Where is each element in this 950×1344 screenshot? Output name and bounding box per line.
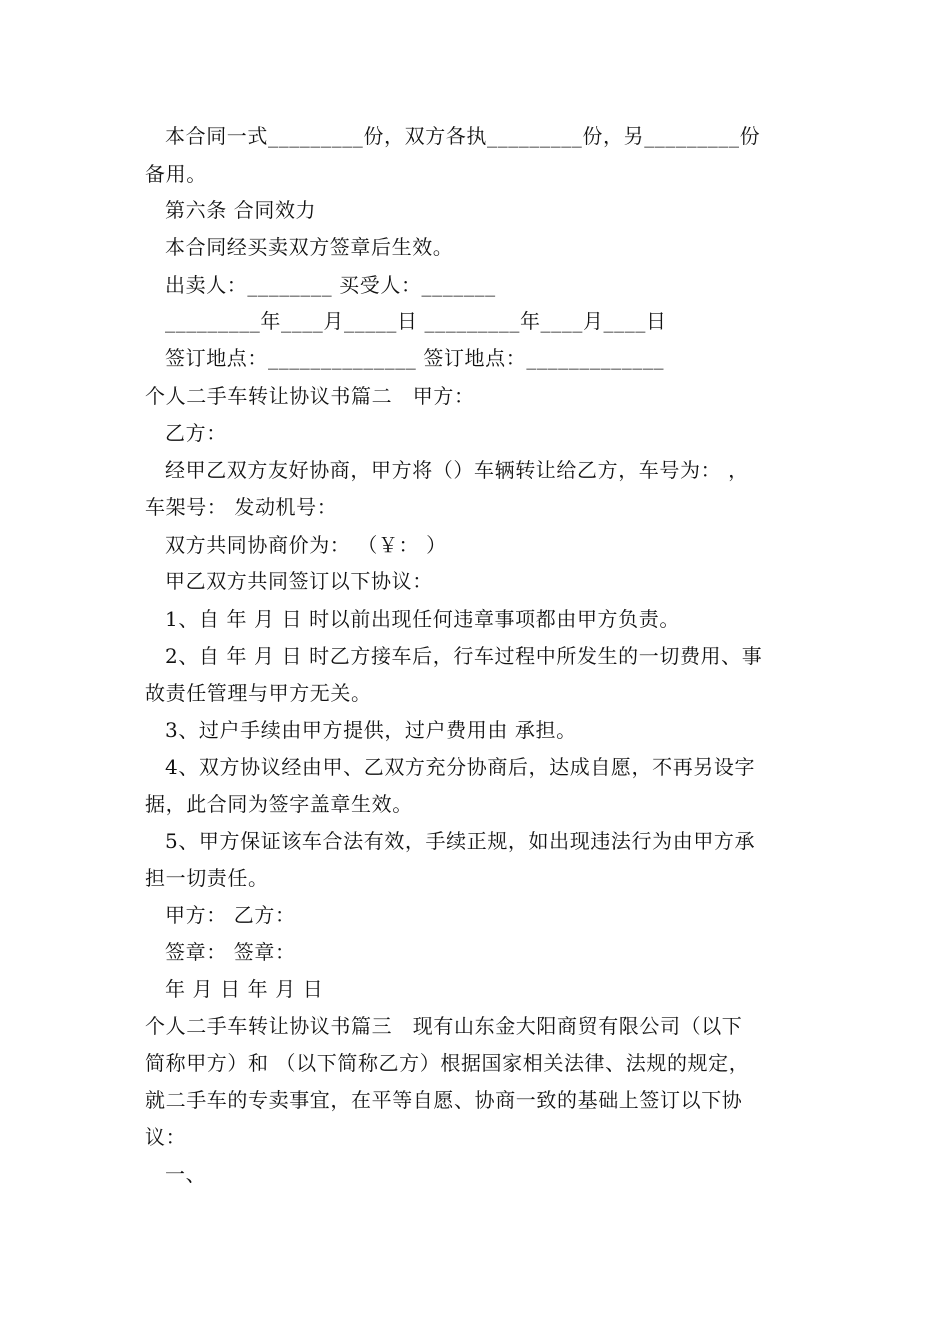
text-line: 就二手车的专卖事宜，在平等自愿、协商一致的基础上签订以下协 (145, 1088, 743, 1112)
text-line: 车架号： 发动机号： (145, 495, 338, 519)
list-item: 3、过户手续由甲方提供，过户费用由 承担。 (165, 718, 577, 742)
text-line: 经甲乙双方友好协商，甲方将（）车辆转让给乙方，车号为： ， (165, 458, 749, 482)
section-heading: 个人二手车转让协议书篇二 甲方： (145, 384, 475, 408)
text-line: 议： (145, 1125, 187, 1149)
list-item: 1、自 年 月 日 时以前出现任何违章事项都由甲方负责。 (165, 607, 680, 631)
text-line: 签订地点：______________ 签订地点：_____________ (165, 346, 665, 370)
text-line: 简称甲方）和 （以下简称乙方）根据国家相关法律、法规的规定， (145, 1051, 750, 1075)
text-line: 担一切责任。 (145, 866, 269, 890)
list-item: 5、甲方保证该车合法有效，手续正规，如出现违法行为由甲方承 (165, 829, 756, 853)
signature-line: 签章： 签章： (165, 940, 296, 964)
list-item: 一、 (165, 1162, 207, 1186)
signature-line: 甲方： 乙方： (165, 903, 296, 927)
list-item: 2、自 年 月 日 时乙方接车后，行车过程中所发生的一切费用、事 (165, 644, 763, 668)
text-line: 甲乙双方共同签订以下协议： (165, 569, 433, 593)
section-heading: 第六条 合同效力 (165, 198, 317, 222)
list-item: 4、双方协议经由甲、乙双方充分协商后，达成自愿，不再另设字 (165, 755, 756, 779)
text-line: 据，此合同为签字盖章生效。 (145, 792, 413, 816)
date-line: 年 月 日 年 月 日 (165, 977, 324, 1001)
text-line: 出卖人：________ 买受人：_______ (165, 273, 496, 297)
text-line: 双方共同协商价为： （￥： ） (165, 533, 447, 557)
section-heading: 个人二手车转让协议书篇三 现有山东金大阳商贸有限公司（以下 (145, 1014, 743, 1038)
text-line: 乙方： (165, 421, 227, 445)
text-line: 备用。 (145, 162, 207, 186)
text-line: 本合同经买卖双方签章后生效。 (165, 235, 454, 259)
text-line: 故责任管理与甲方无关。 (145, 681, 372, 705)
text-line: 本合同一式_________份，双方各执_________份，另_________份 (165, 124, 761, 148)
text-line: _________年____月_____日 _________年____月____日 (165, 309, 667, 333)
